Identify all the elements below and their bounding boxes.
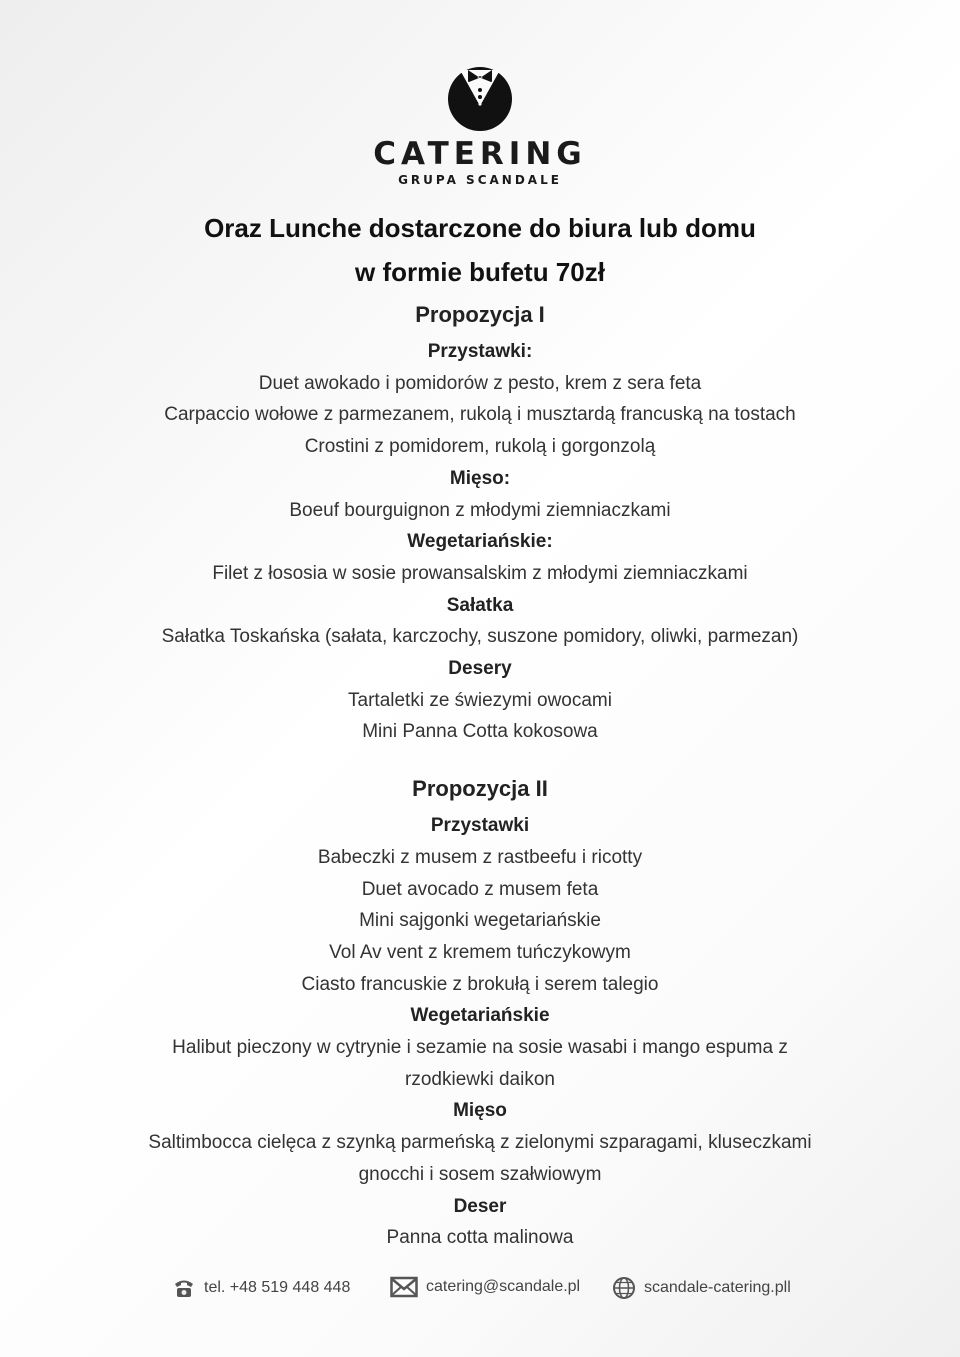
email-contact[interactable]	[390, 1276, 580, 1298]
menu-item: Mini sajgonki wegetariańskie	[359, 910, 601, 932]
phone-contact[interactable]	[172, 1276, 350, 1300]
proposal-1-starters-label: Przystawki:	[427, 341, 533, 362]
menu-item: Duet avocado z musem feta	[361, 878, 599, 900]
menu-item: Saltimbocca cielęca z szynką parmeńską z zielonymi szparagami, kluseczkami	[148, 1132, 812, 1154]
menu-item: Filet z łososia w sosie prowansalskim z młodymi ziemniaczkami	[212, 562, 748, 584]
proposal-1-veg-label: Wegetariańskie:	[407, 531, 553, 553]
proposal-1-meat-label: Mięso:	[449, 467, 511, 489]
menu-content	[0, 206, 960, 1254]
phone-text: tel. +48 519 448 448	[204, 1279, 351, 1296]
menu-item: rzodkiewki daikon	[405, 1068, 555, 1090]
menu-item: Halibut pieczony w cytrynie i sezamie na sosie wasabi i mango espuma z	[172, 1037, 788, 1059]
globe-icon	[612, 1276, 636, 1300]
proposal-2-starters-label: Przystawki	[430, 815, 530, 837]
proposal-2-meat-label: Mięso	[453, 1100, 507, 1122]
proposal-2-heading: Propozycja II	[412, 776, 548, 802]
website-text: scandale-catering.pll	[644, 1279, 791, 1296]
phone-icon	[172, 1276, 196, 1300]
menu-item: Duet awokado i pomidorów z pesto, krem z sera feta	[258, 372, 702, 394]
email-text: catering@scandale.pl	[426, 1278, 581, 1295]
menu-item: Sałatka Toskańska (sałata, karczochy, suszone pomidory, oliwki, parmezan)	[161, 626, 799, 648]
page-title-line-2: w formie bufetu 70zł	[355, 257, 605, 287]
website-contact[interactable]	[612, 1276, 791, 1300]
logo-wordmark: CATERING	[373, 136, 587, 172]
menu-item: Babeczki z musem z rastbeefu i ricotty	[317, 846, 643, 868]
menu-item: Ciasto francuskie z brokułą i serem talegio	[301, 973, 659, 995]
menu-item: Tartaletki ze świezymi owocami	[348, 689, 612, 711]
proposal-1-salad-label: Sałatka	[446, 594, 514, 616]
proposal-1-heading: Propozycja I	[415, 302, 545, 327]
menu-item: Carpaccio wołowe z parmezanem, rukolą i musztardą francuską na tostach	[164, 404, 796, 426]
proposal-2-veg-label: Wegetariańskie	[410, 1005, 550, 1027]
tuxedo-icon	[446, 66, 514, 132]
menu-item: Vol Av vent z kremem tuńczykowym	[329, 941, 631, 963]
menu-item: gnocchi i sosem szałwiowym	[358, 1163, 602, 1185]
envelope-icon	[390, 1276, 418, 1298]
proposal-1-dessert-label: Desery	[448, 658, 512, 680]
logo-subtitle: GRUPA SCANDALE	[398, 173, 562, 187]
menu-item: Panna cotta malinowa	[386, 1227, 574, 1249]
menu-item: Boeuf bourguignon z młodymi ziemniaczkami	[289, 499, 671, 521]
catering-logo	[0, 66, 960, 188]
menu-item: Crostini z pomidorem, rukolą i gorgonzolą	[304, 436, 656, 458]
contact-footer	[0, 1276, 960, 1306]
proposal-2-dessert-label: Deser	[453, 1195, 507, 1217]
menu-item: Mini Panna Cotta kokosowa	[362, 721, 598, 743]
section-spacer	[0, 748, 960, 768]
page-title-line-1: Oraz Lunche dostarczone do biura lub domu	[204, 213, 756, 243]
